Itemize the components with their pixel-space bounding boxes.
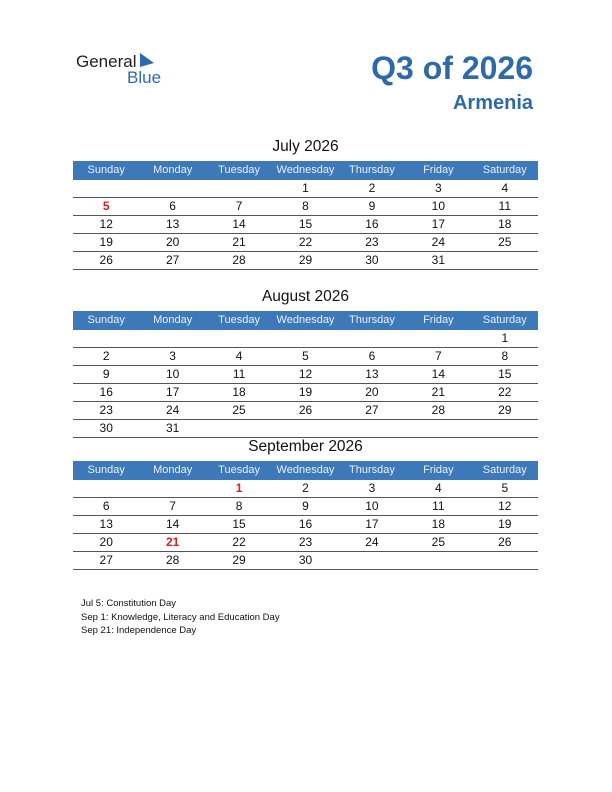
holiday-day-cell: 1 [235,481,243,495]
day-cell: 10 [165,367,180,381]
day-cell: 6 [368,349,376,363]
day-cell: 23 [99,403,113,417]
day-cell: 27 [99,553,113,567]
day-cell: 28 [165,553,180,567]
day-cell: 22 [298,235,313,249]
day-cell: 7 [169,499,176,513]
logo-flag-icon [140,53,154,67]
logo-blue-text: Blue [127,68,162,87]
day-cell: 30 [99,421,113,435]
day-cell [472,552,538,569]
weekday-label: Wednesday [276,464,335,476]
weeks [73,180,538,270]
day-cell [73,480,139,497]
day-cell [139,480,205,497]
day-cell: 5 [501,481,509,495]
day-cell: 3 [435,181,442,195]
day-cell: 27 [165,253,180,267]
day-cell [472,420,538,437]
day-cell: 8 [302,199,309,213]
week-row [73,516,538,534]
holiday-notes [81,597,280,638]
logo-general-text: General [76,52,137,71]
day-cell: 17 [431,217,446,231]
day-cell [206,330,272,347]
day-cell [405,420,471,437]
day-cell: 16 [99,385,113,399]
day-cell: 22 [232,535,246,549]
day-cell: 16 [365,217,379,231]
day-cell: 10 [365,499,379,513]
week-row [73,252,538,270]
day-cell: 18 [431,517,446,531]
week-row [73,534,538,552]
week-row [73,366,538,384]
day-cell: 17 [365,517,379,531]
day-cell: 1 [302,181,309,195]
day-cell: 28 [232,253,246,267]
day-cell: 30 [298,553,313,567]
day-cell: 10 [431,199,446,213]
weekday-header [73,461,538,480]
holiday-day-cell: 5 [102,199,110,213]
day-cell: 3 [169,349,176,363]
day-cell [139,330,205,347]
weekday-label: Monday [153,314,193,326]
day-cell: 19 [498,517,512,531]
day-cell: 11 [432,499,445,513]
week-row [73,348,538,366]
day-cell: 15 [298,217,313,231]
month-title: July 2026 [272,138,339,155]
holiday-note: Jul 5: Constitution Day [81,598,177,609]
day-cell: 19 [99,235,113,249]
day-cell: 12 [99,217,113,231]
holiday-note: Sep 1: Knowledge, Literacy and Education Day [81,611,280,623]
day-cell: 18 [498,217,512,231]
day-cell: 4 [501,181,509,195]
week-row [73,480,538,498]
holiday-note: Sep 21: Independence Day [81,625,197,636]
day-cell: 16 [298,517,313,531]
day-cell: 8 [501,349,509,363]
day-cell: 15 [498,367,512,381]
day-cell: 21 [232,235,246,249]
day-cell: 26 [298,403,313,417]
weekday-label: Saturday [482,314,527,326]
weekday-label: Friday [423,464,454,476]
weekday-label: Tuesday [218,464,260,476]
weekday-header [73,161,538,180]
day-cell: 30 [365,253,379,267]
week-row [73,330,538,348]
day-cell: 25 [232,403,246,417]
day-cell: 13 [165,217,180,231]
day-cell: 17 [165,385,180,399]
weekday-label: Sunday [87,164,125,176]
day-cell: 20 [99,535,113,549]
day-cell: 13 [365,367,379,381]
weekday-label: Friday [423,314,454,326]
day-cell [206,420,272,437]
month-august [73,286,538,438]
day-cell: 2 [302,481,309,495]
weekday-label: Saturday [482,164,527,176]
weeks [73,480,538,570]
day-cell: 26 [498,535,512,549]
day-cell: 25 [431,535,446,549]
day-cell [73,330,139,347]
day-cell: 12 [298,367,313,381]
weekday-label: Monday [153,164,193,176]
day-cell [206,180,272,197]
day-cell: 7 [435,349,442,363]
day-cell: 2 [102,349,110,363]
day-cell [472,252,538,269]
week-row [73,180,538,198]
day-cell: 6 [169,199,176,213]
day-cell: 20 [365,385,379,399]
day-cell: 24 [165,403,180,417]
day-cell: 23 [298,535,313,549]
day-cell: 29 [232,553,246,567]
day-cell: 29 [498,403,512,417]
day-cell: 18 [232,385,246,399]
day-cell: 14 [165,517,180,531]
weekday-label: Wednesday [276,314,335,326]
day-cell: 9 [302,499,309,513]
month-title: August 2026 [261,288,350,305]
week-row [73,552,538,570]
day-cell [339,330,405,347]
month-september [73,436,538,570]
day-cell: 8 [235,499,243,513]
weekday-label: Saturday [482,464,527,476]
day-cell [139,180,205,197]
day-cell: 3 [368,481,376,495]
weekday-label: Tuesday [218,314,260,326]
logo [76,52,176,92]
day-cell: 11 [498,199,512,213]
week-row [73,234,538,252]
day-cell: 19 [298,385,313,399]
month-july [73,136,538,270]
day-cell: 9 [368,199,376,213]
day-cell: 9 [102,367,110,381]
day-cell [339,420,405,437]
day-cell: 4 [235,349,243,363]
day-cell: 6 [102,499,110,513]
weekday-label: Sunday [87,464,125,476]
day-cell [272,420,338,437]
day-cell: 31 [165,421,180,435]
weekday-label: Thursday [348,464,395,476]
day-cell: 24 [431,235,446,249]
weekday-label: Tuesday [218,164,260,176]
week-row [73,216,538,234]
weekday-label: Sunday [87,314,125,326]
month-title: September 2026 [248,438,363,455]
day-cell [405,552,471,569]
day-cell: 28 [431,403,446,417]
weekday-header [73,311,538,330]
day-cell [339,552,405,569]
day-cell: 20 [165,235,180,249]
week-row [73,198,538,216]
day-cell: 1 [501,331,509,345]
day-cell: 31 [431,253,446,267]
week-row [73,498,538,516]
day-cell: 27 [365,403,379,417]
day-cell: 15 [232,517,246,531]
day-cell: 2 [368,181,376,195]
day-cell: 29 [298,253,313,267]
day-cell: 22 [498,385,512,399]
holiday-day-cell: 21 [165,535,180,549]
day-cell: 12 [498,499,512,513]
day-cell [405,330,471,347]
day-cell: 11 [232,367,246,381]
day-cell: 25 [498,235,512,249]
day-cell: 21 [431,385,446,399]
week-row [73,384,538,402]
day-cell: 26 [99,253,113,267]
weeks [73,330,538,438]
weekday-label: Friday [423,164,454,176]
day-cell: 23 [365,235,379,249]
day-cell: 4 [435,481,442,495]
weekday-label: Wednesday [276,164,335,176]
day-cell: 14 [431,367,446,381]
day-cell [73,180,139,197]
page-title: Q3 of 2026 [371,50,533,86]
day-cell: 5 [302,349,309,363]
day-cell: 24 [365,535,379,549]
weekday-label: Thursday [348,164,395,176]
weekday-label: Monday [153,464,193,476]
day-cell: 7 [235,199,243,213]
weekday-label: Thursday [348,314,395,326]
day-cell: 14 [232,217,246,231]
day-cell [272,330,338,347]
country-name: Armenia [452,92,533,114]
day-cell: 13 [99,517,113,531]
week-row [73,402,538,420]
